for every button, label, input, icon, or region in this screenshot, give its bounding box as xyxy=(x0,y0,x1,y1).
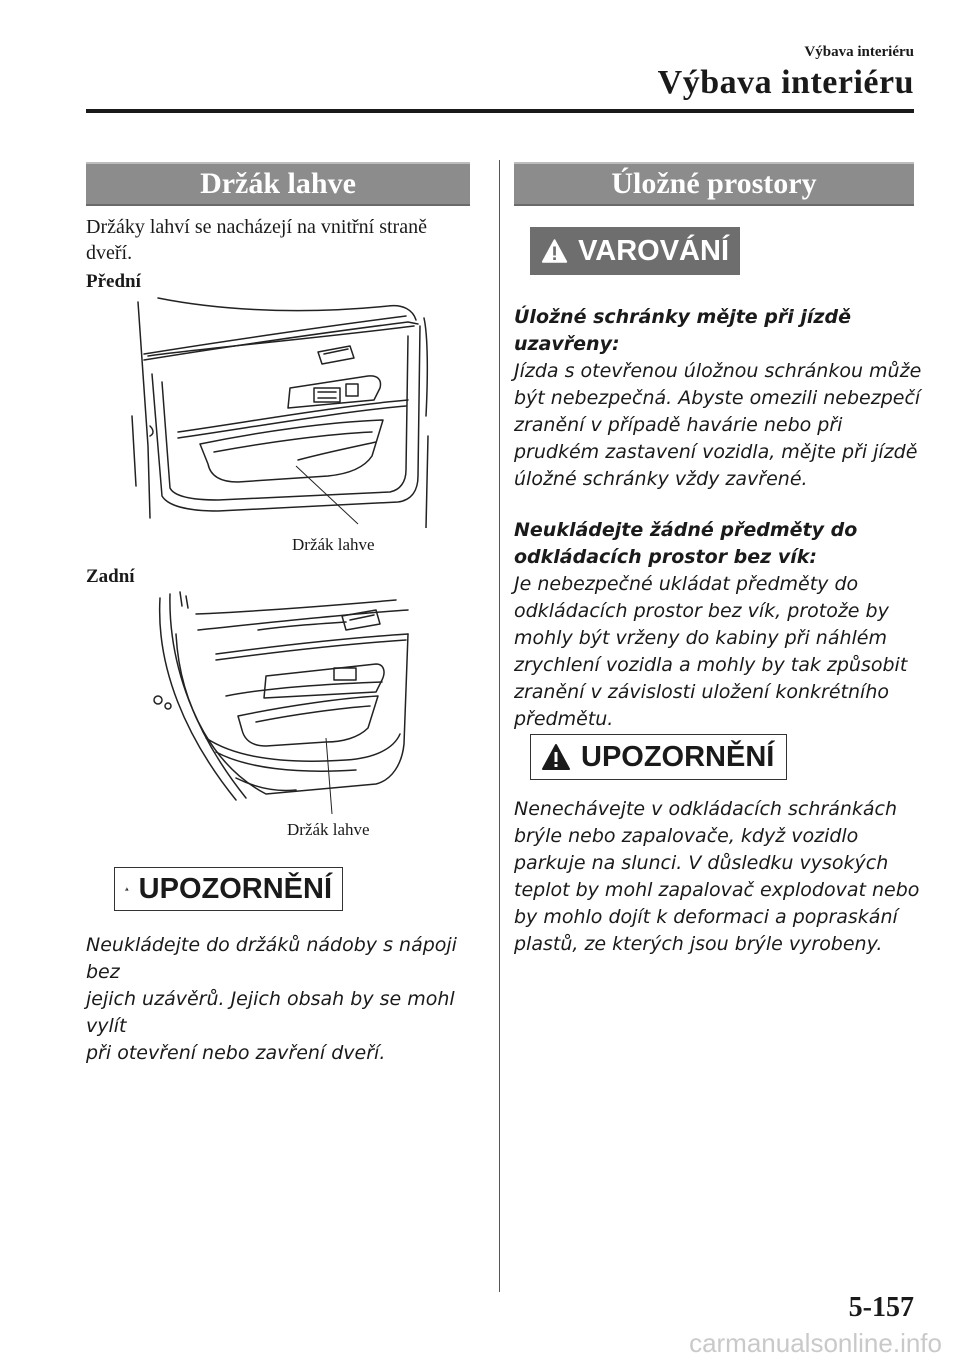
warning-heading: odkládacích prostor bez vík: xyxy=(514,546,817,568)
caution-line: by mohlo dojít k deformaci a popraskání xyxy=(514,906,898,928)
warning-triangle-icon xyxy=(541,237,568,265)
warning-heading: Neukládejte žádné předměty do xyxy=(514,519,858,541)
caution-text xyxy=(514,796,924,958)
caution-box xyxy=(114,867,343,911)
warning-line: zranění v případě havárie nebo při xyxy=(514,414,843,436)
running-header: Výbava interiéru xyxy=(804,44,914,60)
caution-label: UPOZORNĚNÍ xyxy=(581,740,775,773)
page-number: 5-157 xyxy=(848,1292,914,1323)
warning-heading: Úložné schránky mějte při jízdě uzavřeny: xyxy=(514,306,851,355)
warning-line: být nebezpečná. Abyste omezili nebezpečí xyxy=(514,387,921,409)
rear-door-illustration xyxy=(146,588,416,818)
warning-line: Jízda s otevřenou úložnou schránkou může xyxy=(514,360,922,382)
warning-label: VAROVÁNÍ xyxy=(578,234,729,267)
caution-label: UPOZORNĚNÍ xyxy=(138,872,332,905)
warning-triangle-icon xyxy=(541,743,571,771)
caution-box xyxy=(530,734,787,780)
caution-line: parkuje na slunci. V důsledku vysokých xyxy=(514,852,889,874)
warning-line: Je nebezpečné ukládat předměty do xyxy=(514,573,859,595)
front-callout-label: Držák lahve xyxy=(292,535,375,554)
warning-line: zranění v závislosti uložení konkrétního xyxy=(514,681,889,703)
warning-line: úložné schránky vždy zavřené. xyxy=(514,468,808,490)
caution-line: při otevření nebo zavření dveří. xyxy=(86,1042,386,1064)
intro-text xyxy=(86,214,486,266)
warning-text xyxy=(514,304,924,733)
warning-box xyxy=(530,227,740,275)
rear-label: Zadní xyxy=(86,566,135,587)
section-title-bottle-holder: Držák lahve xyxy=(86,162,470,206)
warning-line: odkládacích prostor bez vík, protože by xyxy=(514,600,889,622)
intro-line: Držáky lahví se nacházejí na vnitřní straně xyxy=(86,216,427,238)
section-title-storage: Úložné prostory xyxy=(514,162,914,206)
rear-callout-label: Držák lahve xyxy=(287,820,370,839)
intro-line: dveří. xyxy=(86,242,133,264)
caution-line: Nenechávejte v odkládacích schránkách xyxy=(514,798,898,820)
front-label: Přední xyxy=(86,271,141,292)
caution-line: plastů, ze kterých jsou brýle vyrobeny. xyxy=(514,933,883,955)
caution-text xyxy=(86,932,486,1067)
warning-line: prudkém zastavení vozidla, mějte při jízdě xyxy=(514,441,918,463)
front-door-illustration xyxy=(128,296,438,528)
caution-line: brýle nebo zapalovače, když vozidlo xyxy=(514,825,859,847)
page-title: Výbava interiéru xyxy=(657,64,914,101)
column-divider xyxy=(499,160,500,1292)
warning-line: předmětu. xyxy=(514,708,614,730)
warning-triangle-icon xyxy=(125,875,129,903)
caution-line: Neukládejte do držáků nádoby s nápoji bez xyxy=(86,934,457,983)
caution-line: jejich uzávěrů. Jejich obsah by se mohl vylít xyxy=(86,988,455,1037)
caution-line: teplot by mohl zapalovač explodovat nebo xyxy=(514,879,920,901)
header-rule xyxy=(86,109,914,113)
warning-line: zrychlení vozidla a mohly by tak způsobit xyxy=(514,654,908,676)
warning-line: mohly být vrženy do kabiny při náhlém xyxy=(514,627,888,649)
watermark: carmanualsonline.info xyxy=(689,1328,942,1358)
